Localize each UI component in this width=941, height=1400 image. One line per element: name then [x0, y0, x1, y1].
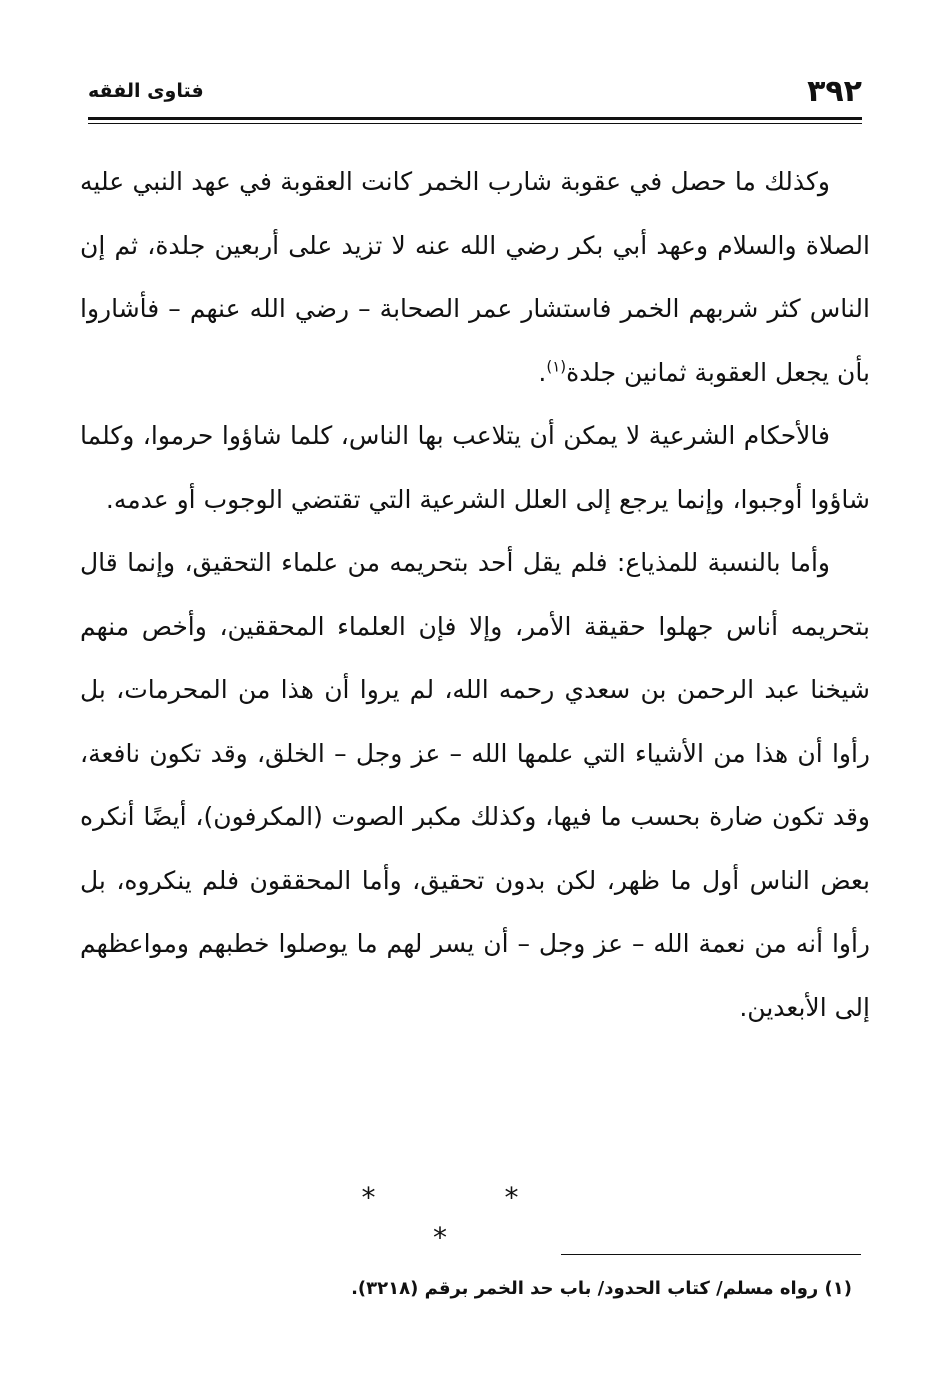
page-header — [88, 70, 862, 118]
header-rule — [88, 117, 862, 120]
running-title: فتاوى الفقه — [88, 80, 204, 102]
paragraph: وأما بالنسبة للمذياع: فلم يقل أحد بتحريمه من علماء التحقيق، وإنما قال بتحريمه أناس جهلوا حقيقة الأمر، وإلا فإن العلماء المحققين، وأخص منهم شيخنا عبد الرحمن بن سعدي رحمه الله، لم يروا أن هذا من المحرمات، بل رأوا أن هذا من الأشياء التي علمها الله – عز وجل – الخلق، وقد تكون نافعة، وقد تكون ضارة بحسب ما فيها، وكذلك مكبر الصوت (المكرفون)، أيضًا أنكره بعض الناس أول ما ظهر، لكن بدون تحقيق، وأما المحققون فلم ينكروه، بل رأوا أنه من نعمة الله – عز وجل – أن يسر لهم ما يوصلوا خطبهم ومواعظهم إلى الأبعدين. — [80, 548, 870, 1022]
footnote-rule — [561, 1254, 861, 1255]
section-separator: * * * — [361, 1181, 579, 1254]
page-number: ٣٩٢ — [807, 74, 862, 109]
footnote-reference[interactable]: (١) — [546, 357, 567, 376]
paragraph: فالأحكام الشرعية لا يمكن أن يتلاعب بها الناس، كلما شاؤوا حرموا، وكلما شاؤوا أوجبوا، وإنما يرجع إلى العلل الشرعية التي تقتضي الوجوب أو عدمه. — [80, 421, 870, 514]
paragraph-text: وكذلك ما حصل في عقوبة شارب الخمر كانت العقوبة في عهد النبي عليه الصلاة والسلام وعهد أبي بكر رضي الله عنه لا تزيد على أربعين جلدة، ثم إن الناس كثر شربهم الخمر فاستشار عمر الصحابة – رضي الله عنهم – فأشاروا بأن يجعل العقوبة ثمانين جلدة — [80, 167, 870, 387]
footnote: (١) رواه مسلم/ كتاب الحدود/ باب حد الخمر برقم (٣٢١٨). — [351, 1278, 852, 1299]
paragraph-end: . — [538, 357, 547, 387]
body-text — [80, 150, 870, 1039]
paragraph — [80, 150, 870, 404]
header-rule-thin — [88, 123, 862, 124]
